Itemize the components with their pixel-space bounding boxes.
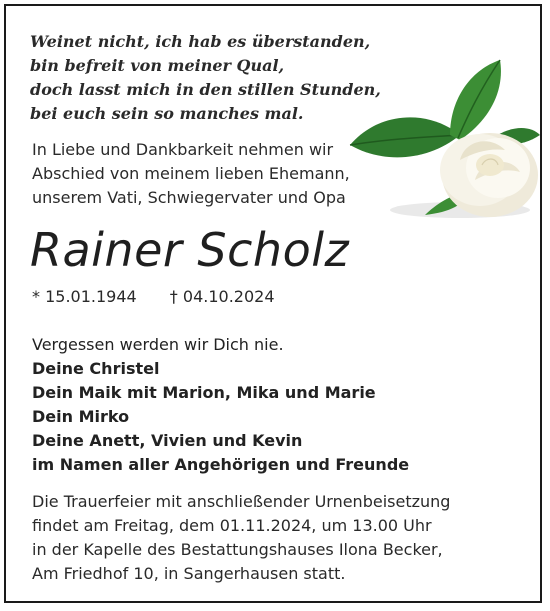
poem-line: doch lasst mich in den stillen Stunden, bbox=[30, 80, 381, 99]
mourner-line: Dein Mirko bbox=[32, 407, 130, 426]
notice-line: Die Trauerfeier mit anschließender Urnenbeisetzung bbox=[32, 492, 451, 511]
funeral-notice bbox=[32, 490, 450, 586]
poem-line: Weinet nicht, ich hab es überstanden, bbox=[30, 32, 371, 51]
death-date: † 04.10.2024 bbox=[169, 287, 275, 306]
birth-date: * 15.01.1944 bbox=[32, 287, 137, 306]
notice-line: findet am Freitag, dem 01.11.2024, um 13.00 Uhr bbox=[32, 516, 432, 535]
intro-text bbox=[32, 138, 350, 210]
white-rose-icon bbox=[340, 40, 540, 225]
notice-line: Am Friedhof 10, in Sangerhausen statt. bbox=[32, 564, 346, 583]
mourners bbox=[32, 333, 409, 477]
mourner-line: Deine Anett, Vivien und Kevin bbox=[32, 431, 303, 450]
mourner-line: Deine Christel bbox=[32, 359, 160, 378]
poem bbox=[30, 30, 381, 126]
deceased-name: Rainer Scholz bbox=[30, 223, 350, 277]
notice-line: in der Kapelle des Bestattungshauses Ilona Becker, bbox=[32, 540, 443, 559]
intro-line: unserem Vati, Schwiegervater und Opa bbox=[32, 188, 346, 207]
poem-line: bei euch sein so manches mal. bbox=[30, 104, 304, 123]
mourner-line: Dein Maik mit Marion, Mika und Marie bbox=[32, 383, 376, 402]
poem-line: bin befreit von meiner Qual, bbox=[30, 56, 285, 75]
life-dates bbox=[32, 285, 275, 309]
intro-line: In Liebe und Dankbarkeit nehmen wir bbox=[32, 140, 334, 159]
intro-line: Abschied von meinem lieben Ehemann, bbox=[32, 164, 350, 183]
mourner-line: im Namen aller Angehörigen und Freunde bbox=[32, 455, 410, 474]
mourners-intro: Vergessen werden wir Dich nie. bbox=[32, 335, 284, 354]
